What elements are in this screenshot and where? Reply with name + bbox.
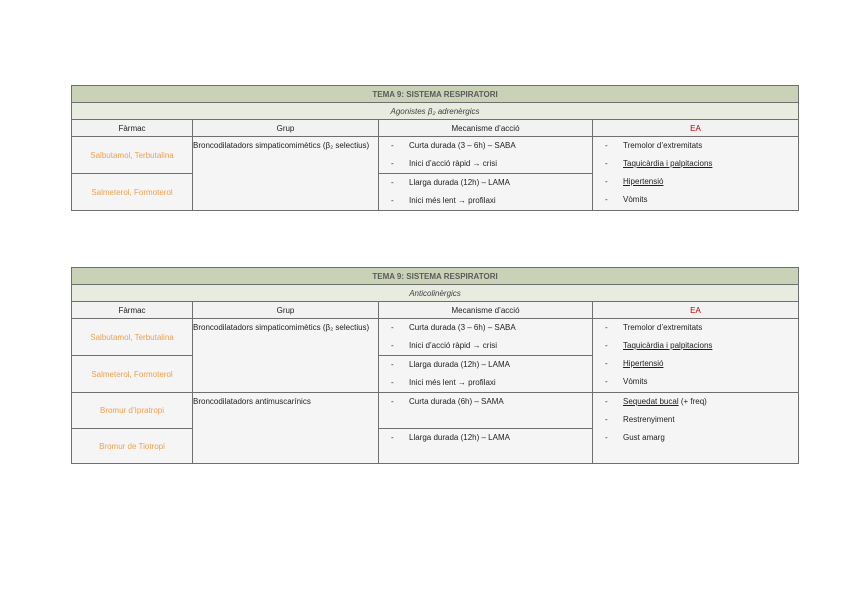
ea-item-text: Hipertensió bbox=[623, 177, 664, 186]
ea-item-text: Sequedat bucal bbox=[623, 397, 679, 406]
table-subtitle: Agonistes β₂ adrenèrgics bbox=[72, 103, 799, 120]
mechanism-item: - Inici més lent → profilaxi bbox=[379, 192, 592, 210]
mechanism-item: - Llarga durada (12h) – LAMA bbox=[379, 356, 592, 374]
header-mecanisme: Mecanisme d’acció bbox=[379, 120, 593, 137]
ea-item: - Vòmits bbox=[593, 191, 798, 209]
mechanism-cell bbox=[379, 319, 593, 356]
mechanism-cell bbox=[379, 393, 593, 429]
header-grup: Grup bbox=[193, 302, 379, 319]
mechanism-item: - Curta durada (6h) – SAMA bbox=[379, 393, 592, 411]
header-farmac: Fàrmac bbox=[72, 302, 193, 319]
mechanism-cell bbox=[379, 429, 593, 464]
drug-name: Salbutamol, Terbutalina bbox=[72, 137, 193, 174]
drug-table-anticolinergics bbox=[71, 267, 799, 464]
ea-item: - Tremolor d’extremitats bbox=[593, 319, 798, 337]
mechanism-item: - Curta durada (3 – 6h) – SABA bbox=[379, 319, 592, 337]
ea-item: - Tremolor d’extremitats bbox=[593, 137, 798, 155]
ea-item: - Gust amarg bbox=[593, 429, 798, 447]
ea-item-text: Taquicàrdia i palpitacions bbox=[623, 159, 713, 168]
ea-item: - Restrenyiment bbox=[593, 411, 798, 429]
mechanism-cell bbox=[379, 356, 593, 393]
ea-item bbox=[593, 337, 798, 355]
header-mecanisme: Mecanisme d’acció bbox=[379, 302, 593, 319]
drug-name: Bromur d’Ipratropi bbox=[72, 393, 193, 429]
ea-item-text: Taquicàrdia i palpitacions bbox=[623, 341, 713, 350]
mechanism-item: - Inici més lent → profilaxi bbox=[379, 374, 592, 392]
drug-group: Broncodilatadors antimuscarínics bbox=[193, 393, 379, 464]
ea-cell bbox=[593, 319, 799, 393]
mechanism-cell bbox=[379, 137, 593, 174]
ea-item bbox=[593, 173, 798, 191]
drug-name: Salbutamol, Terbutalina bbox=[72, 319, 193, 356]
table-subtitle: Anticolinèrgics bbox=[72, 285, 799, 302]
ea-cell bbox=[593, 137, 799, 211]
drug-name: Salmeterol, Formoterol bbox=[72, 174, 193, 211]
ea-item-note: (+ freq) bbox=[678, 397, 707, 406]
ea-cell bbox=[593, 393, 799, 464]
header-farmac: Fàrmac bbox=[72, 120, 193, 137]
mechanism-item: - Inici d’acció ràpid → crisi bbox=[379, 337, 592, 355]
ea-item bbox=[593, 355, 798, 373]
ea-item bbox=[593, 155, 798, 173]
mechanism-item: - Inici d’acció ràpid → crisi bbox=[379, 155, 592, 173]
mechanism-item: - Llarga durada (12h) – LAMA bbox=[379, 429, 592, 447]
drug-group: Broncodilatadors simpaticomimètics (β₂ selectius) bbox=[193, 137, 379, 211]
drug-table-agonistes bbox=[71, 85, 799, 211]
mechanism-item: - Llarga durada (12h) – LAMA bbox=[379, 174, 592, 192]
ea-item bbox=[593, 393, 798, 411]
drug-name: Salmeterol, Formoterol bbox=[72, 356, 193, 393]
header-ea: EA bbox=[593, 120, 799, 137]
drug-group: Broncodilatadors simpaticomimètics (β₂ selectius) bbox=[193, 319, 379, 393]
mechanism-item: - Curta durada (3 – 6h) – SABA bbox=[379, 137, 592, 155]
drug-name: Bromur de Tiotropi bbox=[72, 429, 193, 464]
mechanism-cell bbox=[379, 174, 593, 211]
table-title: TEMA 9: SISTEMA RESPIRATORI bbox=[72, 86, 799, 103]
header-grup: Grup bbox=[193, 120, 379, 137]
ea-item: - Vòmits bbox=[593, 373, 798, 391]
table-title: TEMA 9: SISTEMA RESPIRATORI bbox=[72, 268, 799, 285]
ea-item-text: Hipertensió bbox=[623, 359, 664, 368]
header-ea: EA bbox=[593, 302, 799, 319]
